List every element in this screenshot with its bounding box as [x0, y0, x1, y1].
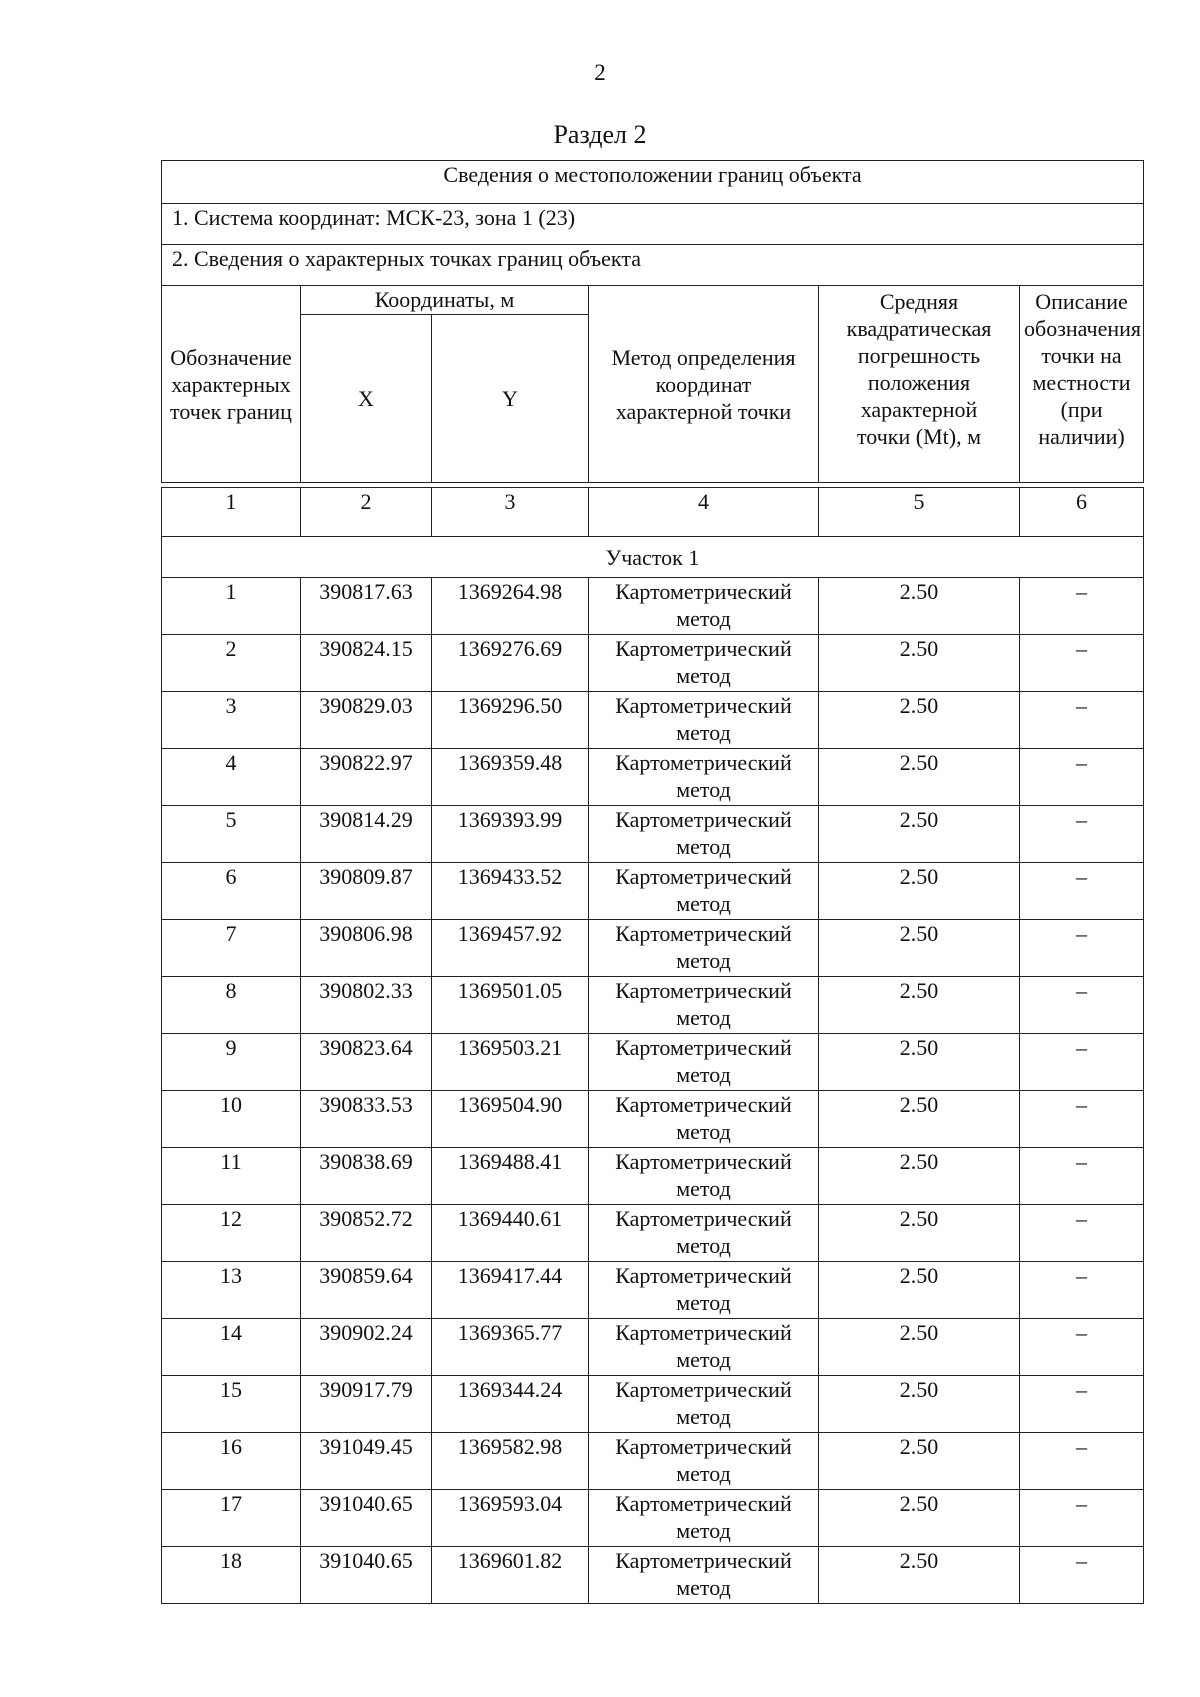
point-method-line1: Картометрический: [615, 1263, 792, 1288]
point-description: –: [1020, 578, 1144, 635]
point-y: 1369276.69: [432, 635, 589, 692]
point-y: 1369344.24: [432, 1376, 589, 1433]
point-method-line2: метод: [676, 1518, 731, 1543]
point-number: 12: [162, 1205, 301, 1262]
point-error: 2.50: [819, 1547, 1020, 1604]
point-number: 16: [162, 1433, 301, 1490]
points-table: [161, 487, 1144, 1604]
point-number: 17: [162, 1490, 301, 1547]
point-method-line2: метод: [676, 606, 731, 631]
point-method-line1: Картометрический: [615, 1377, 792, 1402]
point-method: [589, 920, 819, 977]
point-number: 2: [162, 635, 301, 692]
point-method: [589, 1034, 819, 1091]
point-y: 1369504.90: [432, 1091, 589, 1148]
table-row: [162, 977, 1144, 1034]
point-y: 1369433.52: [432, 863, 589, 920]
points-section-title: 2. Сведения о характерных точках границ объекта: [162, 245, 1144, 286]
point-x: 390852.72: [301, 1205, 432, 1262]
point-description: –: [1020, 806, 1144, 863]
point-y: 1369488.41: [432, 1148, 589, 1205]
point-y: 1369440.61: [432, 1205, 589, 1262]
point-error: 2.50: [819, 1091, 1020, 1148]
point-error: 2.50: [819, 749, 1020, 806]
header-error: Средняя квадратическая погрешность положения характерной точки (Mt), м: [819, 286, 1020, 483]
point-number: 5: [162, 806, 301, 863]
point-y: 1369417.44: [432, 1262, 589, 1319]
point-x: 390814.29: [301, 806, 432, 863]
point-method-line2: метод: [676, 1062, 731, 1087]
point-number: 4: [162, 749, 301, 806]
point-description: –: [1020, 1091, 1144, 1148]
point-method-line2: метод: [676, 1404, 731, 1429]
point-method-line1: Картометрический: [615, 1035, 792, 1060]
point-description: –: [1020, 692, 1144, 749]
point-method: [589, 1148, 819, 1205]
point-description: –: [1020, 1376, 1144, 1433]
point-error: 2.50: [819, 1433, 1020, 1490]
point-number: 3: [162, 692, 301, 749]
point-method-line1: Картометрический: [615, 693, 792, 718]
point-description: –: [1020, 635, 1144, 692]
point-number: 10: [162, 1091, 301, 1148]
point-method-line2: метод: [676, 1461, 731, 1486]
point-number: 14: [162, 1319, 301, 1376]
point-method-line2: метод: [676, 834, 731, 859]
point-number: 1: [162, 578, 301, 635]
point-error: 2.50: [819, 806, 1020, 863]
point-method-line1: Картометрический: [615, 1320, 792, 1345]
column-number: 2: [301, 488, 432, 537]
point-x: 390833.53: [301, 1091, 432, 1148]
table-row: [162, 692, 1144, 749]
point-error: 2.50: [819, 920, 1020, 977]
point-method-line1: Картометрический: [615, 1434, 792, 1459]
point-y: 1369296.50: [432, 692, 589, 749]
table-row: [162, 578, 1144, 635]
table-row: [162, 1433, 1144, 1490]
header-description: Описание обозначения точки на местности (при наличии): [1020, 286, 1144, 483]
table-row: [162, 635, 1144, 692]
table-row: [162, 1319, 1144, 1376]
table-row: [162, 1148, 1144, 1205]
column-number: 4: [589, 488, 819, 537]
point-x: 391049.45: [301, 1433, 432, 1490]
header-designation: Обозначение характерных точек границ: [162, 286, 301, 483]
point-y: 1369365.77: [432, 1319, 589, 1376]
point-y: 1369593.04: [432, 1490, 589, 1547]
point-description: –: [1020, 1490, 1144, 1547]
header-y: Y: [432, 315, 589, 483]
point-method-line2: метод: [676, 663, 731, 688]
point-y: 1369457.92: [432, 920, 589, 977]
point-method-line2: метод: [676, 1233, 731, 1258]
point-method-line1: Картометрический: [615, 636, 792, 661]
table-row: [162, 1490, 1144, 1547]
column-number: 5: [819, 488, 1020, 537]
point-error: 2.50: [819, 1490, 1020, 1547]
point-x: 391040.65: [301, 1490, 432, 1547]
point-method-line2: метод: [676, 1290, 731, 1315]
point-number: 9: [162, 1034, 301, 1091]
point-x: 390902.24: [301, 1319, 432, 1376]
point-method-line2: метод: [676, 1176, 731, 1201]
point-method-line1: Картометрический: [615, 864, 792, 889]
point-description: –: [1020, 920, 1144, 977]
point-x: 390824.15: [301, 635, 432, 692]
point-method: [589, 578, 819, 635]
point-method: [589, 692, 819, 749]
point-method: [589, 1547, 819, 1604]
point-method-line1: Картометрический: [615, 1491, 792, 1516]
header-x: X: [301, 315, 432, 483]
table-row: [162, 1205, 1144, 1262]
point-y: 1369393.99: [432, 806, 589, 863]
point-error: 2.50: [819, 1034, 1020, 1091]
point-number: 8: [162, 977, 301, 1034]
point-method: [589, 1490, 819, 1547]
table-row: [162, 1262, 1144, 1319]
point-method-line1: Картометрический: [615, 1092, 792, 1117]
point-description: –: [1020, 1433, 1144, 1490]
point-description: –: [1020, 1262, 1144, 1319]
point-method: [589, 1262, 819, 1319]
point-description: –: [1020, 1319, 1144, 1376]
point-error: 2.50: [819, 1376, 1020, 1433]
point-description: –: [1020, 1034, 1144, 1091]
point-number: 11: [162, 1148, 301, 1205]
point-method: [589, 863, 819, 920]
point-method-line1: Картометрический: [615, 1206, 792, 1231]
point-method-line1: Картометрический: [615, 1149, 792, 1174]
point-method-line1: Картометрический: [615, 750, 792, 775]
point-description: –: [1020, 1148, 1144, 1205]
point-number: 18: [162, 1547, 301, 1604]
point-description: –: [1020, 1205, 1144, 1262]
point-error: 2.50: [819, 1262, 1020, 1319]
point-error: 2.50: [819, 863, 1020, 920]
point-error: 2.50: [819, 1319, 1020, 1376]
header-method: Метод определения координат характерной точки: [589, 286, 819, 483]
point-x: 390823.64: [301, 1034, 432, 1091]
point-x: 390802.33: [301, 977, 432, 1034]
point-number: 15: [162, 1376, 301, 1433]
point-method: [589, 977, 819, 1034]
point-method-line2: метод: [676, 720, 731, 745]
table-row: [162, 1547, 1144, 1604]
point-x: 390917.79: [301, 1376, 432, 1433]
point-error: 2.50: [819, 635, 1020, 692]
point-method-line1: Картометрический: [615, 579, 792, 604]
point-error: 2.50: [819, 977, 1020, 1034]
point-y: 1369501.05: [432, 977, 589, 1034]
point-method-line1: Картометрический: [615, 1548, 792, 1573]
point-method: [589, 1319, 819, 1376]
plot-label: Участок 1: [162, 537, 1144, 578]
point-description: –: [1020, 863, 1144, 920]
point-method-line1: Картометрический: [615, 807, 792, 832]
point-x: 390829.03: [301, 692, 432, 749]
points-rows: [162, 578, 1144, 1604]
point-method-line2: метод: [676, 777, 731, 802]
column-number: 6: [1020, 488, 1144, 537]
point-y: 1369359.48: [432, 749, 589, 806]
point-error: 2.50: [819, 1148, 1020, 1205]
table-title: Сведения о местоположении границ объекта: [162, 161, 1144, 204]
point-method-line2: метод: [676, 948, 731, 973]
point-number: 13: [162, 1262, 301, 1319]
point-x: 390817.63: [301, 578, 432, 635]
point-method-line2: метод: [676, 1347, 731, 1372]
point-x: 390809.87: [301, 863, 432, 920]
point-y: 1369582.98: [432, 1433, 589, 1490]
point-x: 390822.97: [301, 749, 432, 806]
table-row: [162, 863, 1144, 920]
point-method-line2: метод: [676, 1119, 731, 1144]
section-title: Раздел 2: [553, 120, 647, 149]
table-row: [162, 806, 1144, 863]
point-description: –: [1020, 977, 1144, 1034]
column-number: 1: [162, 488, 301, 537]
table-row: [162, 1376, 1144, 1433]
point-method-line1: Картометрический: [615, 921, 792, 946]
point-x: 390838.69: [301, 1148, 432, 1205]
point-error: 2.50: [819, 578, 1020, 635]
point-error: 2.50: [819, 692, 1020, 749]
header-table: [161, 160, 1144, 483]
point-method: [589, 1433, 819, 1490]
point-y: 1369601.82: [432, 1547, 589, 1604]
point-number: 7: [162, 920, 301, 977]
point-method-line2: метод: [676, 891, 731, 916]
point-y: 1369264.98: [432, 578, 589, 635]
point-y: 1369503.21: [432, 1034, 589, 1091]
point-method-line2: метод: [676, 1575, 731, 1600]
table-row: [162, 920, 1144, 977]
page-number: 2: [594, 60, 606, 85]
point-description: –: [1020, 1547, 1144, 1604]
header-coordinates: Координаты, м: [301, 286, 589, 315]
point-method: [589, 806, 819, 863]
point-method-line2: метод: [676, 1005, 731, 1030]
point-method: [589, 749, 819, 806]
point-method: [589, 1205, 819, 1262]
point-method: [589, 635, 819, 692]
table-row: [162, 1091, 1144, 1148]
point-x: 390806.98: [301, 920, 432, 977]
point-x: 391040.65: [301, 1547, 432, 1604]
table-row: [162, 749, 1144, 806]
point-method-line1: Картометрический: [615, 978, 792, 1003]
point-error: 2.50: [819, 1205, 1020, 1262]
point-description: –: [1020, 749, 1144, 806]
point-number: 6: [162, 863, 301, 920]
point-method: [589, 1376, 819, 1433]
column-number: 3: [432, 488, 589, 537]
table-row: [162, 1034, 1144, 1091]
point-x: 390859.64: [301, 1262, 432, 1319]
point-method: [589, 1091, 819, 1148]
coordinate-system: 1. Система координат: МСК-23, зона 1 (23): [162, 204, 1144, 245]
